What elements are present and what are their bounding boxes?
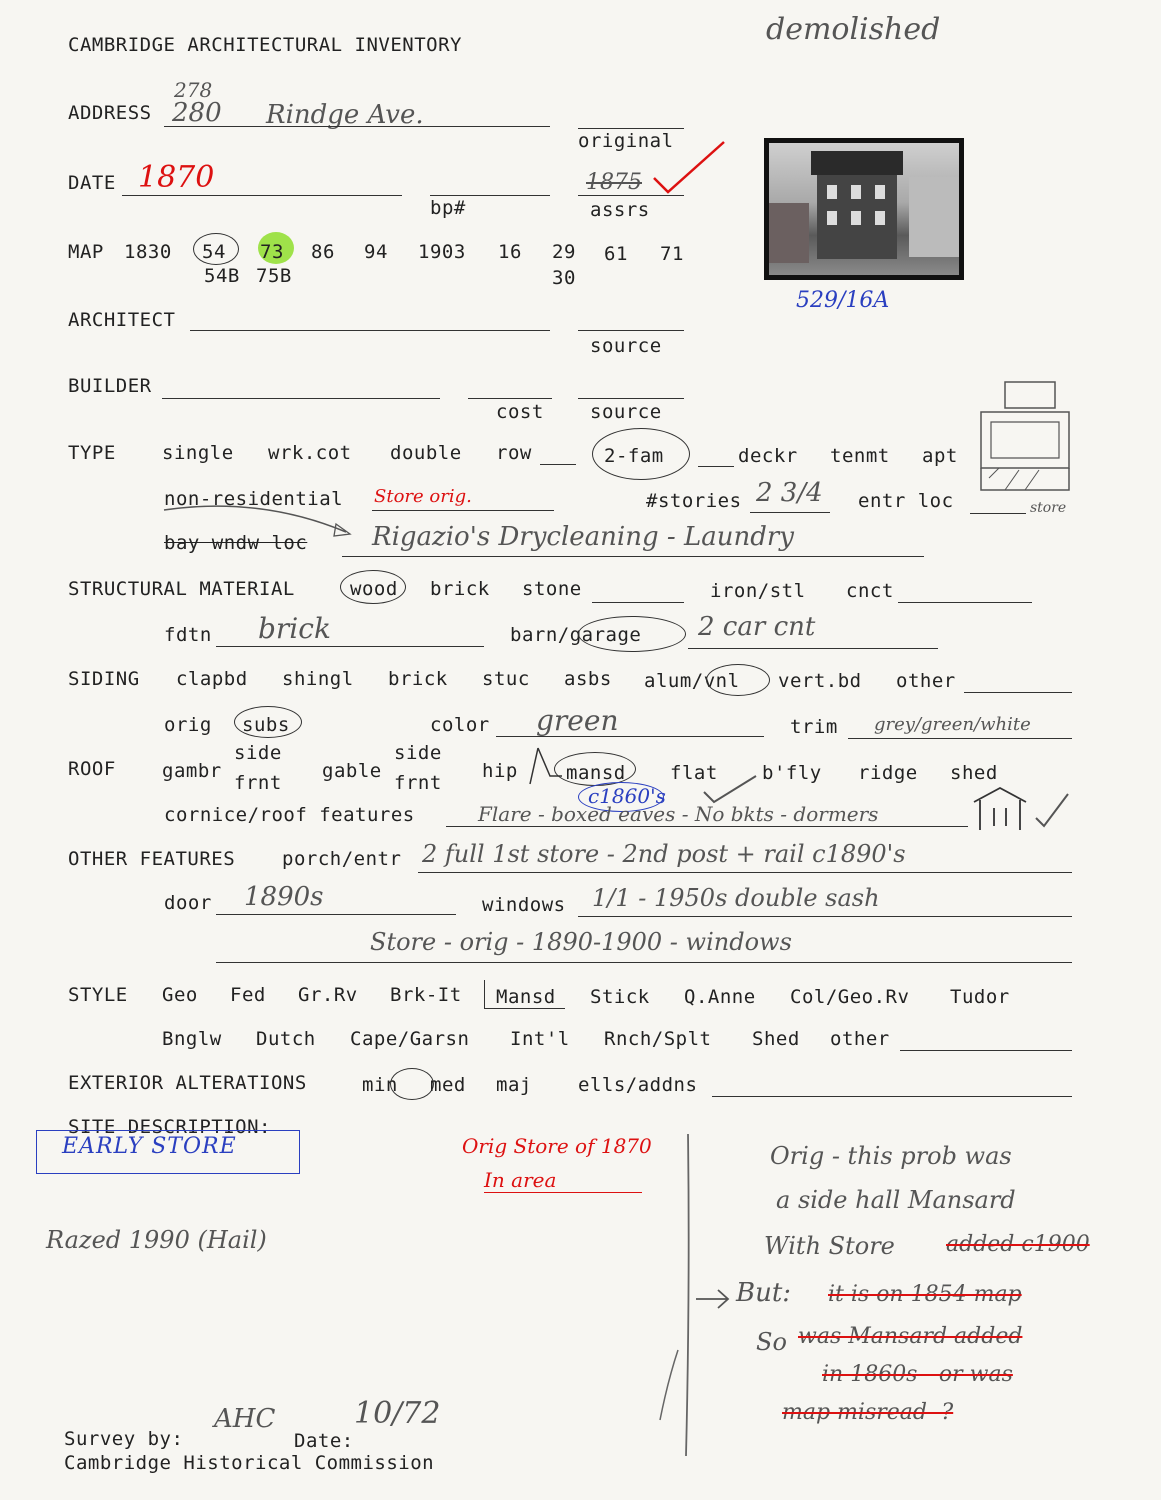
stories-label: #stories [646,490,742,512]
style-tudor: Tudor [950,986,1010,1008]
bp-line [430,195,550,196]
date-line [122,195,402,196]
structural-cnct: cnct [846,580,894,602]
door-line [216,914,456,915]
color-value: green [536,704,619,737]
style-fed: Fed [230,984,266,1006]
orig-store-note: Orig Store of 1870 [462,1134,652,1158]
roof-profile-icon [524,744,564,788]
cornice-line [446,826,968,827]
roof-hip: hip [482,760,518,782]
alteration-ells-addns: ells/addns [578,1074,698,1096]
builder-line [162,398,440,399]
checkmark-icon [650,138,730,198]
non-residential-line [372,510,554,511]
cost-label: cost [496,401,544,423]
survey-date-value: 10/72 [354,1396,441,1431]
garage-line [688,648,938,649]
orig-label: orig [164,714,212,736]
roof-sketch-icon [975,378,1075,494]
non-residential-value: Store orig. [374,486,472,507]
cornice-label: cornice/roof features [164,804,415,826]
roof-label: ROOF [68,758,116,780]
non-residential-label: non-residential [164,488,344,510]
type-deckr: deckr [738,445,798,467]
style-stick: Stick [590,986,650,1008]
map-year-61: 61 [604,243,628,265]
style-shed: Shed [752,1028,800,1050]
bay-window-label: bay wndw loc [164,532,308,554]
windows-extra: Store - orig - 1890-1900 - windows [370,928,792,956]
style-cape-garsn: Cape/Garsn [350,1028,470,1050]
structural-material-label: STRUCTURAL MATERIAL [68,578,295,600]
address-number: 280 [172,98,222,128]
siding-stuc: stuc [482,668,530,690]
dormer-sketch-icon [970,784,1072,834]
fdtn-label: fdtn [164,624,212,646]
roof-mansd: mansd [566,762,626,784]
type-2fam: 2-fam [604,445,664,467]
note-line-6-strike: in 1860s - or was [822,1362,1013,1387]
map-year-16: 16 [498,241,522,263]
builder-source-line [578,398,684,399]
razed-note: Razed 1990 (Hail) [46,1226,267,1254]
style-q-anne: Q.Anne [684,986,756,1008]
assrs-label: assrs [590,199,650,221]
style-rnch-splt: Rnch/Splt [604,1028,712,1050]
type-single: single [162,442,234,464]
windows-line [578,916,1072,917]
original-label: original [578,130,674,152]
map-year-94: 94 [364,241,388,263]
roof-gable: gable [322,760,382,782]
style-dutch: Dutch [256,1028,316,1050]
exterior-alterations-label: EXTERIOR ALTERATIONS [68,1072,307,1094]
roof-gambr: gambr [162,760,222,782]
type-apt: apt [922,445,958,467]
commission-label: Cambridge Historical Commission [64,1452,435,1474]
roof-ridge: ridge [858,762,918,784]
circle-vnl [706,664,770,696]
other-features-label: OTHER FEATURES [68,848,236,870]
site-description-label: SITE DESCRIPTION: [68,1116,271,1138]
siding-shingl: shingl [282,668,354,690]
bp-label: bp# [430,197,466,219]
trim-line [848,738,1072,739]
type-label: TYPE [68,442,116,464]
map-year-1903: 1903 [418,241,466,263]
builder-label: BUILDER [68,375,152,397]
builder-source-label: source [590,401,662,423]
note-line-1: Orig - this prob was [770,1142,1012,1170]
siding-brick: brick [388,668,448,690]
windows-label: windows [482,894,566,916]
roof-side-2: side [394,742,442,764]
note-line-3: With Store [764,1232,895,1260]
survey-by-label: Survey by: [64,1428,184,1450]
type-double: double [390,442,462,464]
barn-garage-label: barn/garage [510,624,642,646]
address-field-line [164,126,550,127]
street-name: Rindge Ave. [266,100,424,130]
door-value: 1890s [244,882,324,912]
original-line [578,128,684,129]
architect-source-line [578,330,684,331]
structural-brick: brick [430,578,490,600]
assrs-value: 1875 [586,170,642,195]
in-area-note: In area [484,1168,557,1192]
windows-value: 1/1 - 1950s double sash [592,884,880,912]
circle-2fam [592,428,690,480]
entr-loc-label: entr loc [858,490,954,512]
style-brk-it: Brk-It [390,984,462,1006]
siding-label: SIDING [68,668,140,690]
stories-line [750,512,830,513]
fdtn-value: brick [258,612,331,645]
note-line-4: But: [736,1278,792,1308]
roof-flat: flat [670,762,718,784]
siding-asbs: asbs [564,668,612,690]
architect-label: ARCHITECT [68,309,176,331]
siding-clapbd: clapbd [176,668,248,690]
roof-frnt-1: frnt [234,772,282,794]
style-mansd: Mansd [496,986,556,1008]
structural-iron-stl: iron/stl [710,580,806,602]
roof-side-1: side [234,742,282,764]
door-label: door [164,892,212,914]
site-description-value: EARLY STORE [62,1134,237,1159]
map-year-86: 86 [311,241,335,263]
map-sub-75b: 75B [256,265,292,287]
date-value: 1870 [138,160,215,195]
mansd-mark [484,980,565,1009]
type-tenmt: tenmt [830,445,890,467]
windows-extra-line [216,962,1072,963]
2fam-line [698,466,734,467]
siding-other-line [964,692,1072,693]
trim-value: grey/green/white [874,714,1031,735]
map-year-73: 73 [260,241,284,263]
circle-mansd [554,752,636,786]
style-geo: Geo [162,984,198,1006]
demolished-note: demolished [766,12,941,47]
color-line [496,736,764,737]
note-line-4-strike: it is on 1854 map [828,1282,1022,1307]
roof-note: c1860's [588,784,666,808]
entr-loc-value: store [1030,500,1067,516]
color-label: color [430,714,490,736]
map-label: MAP [68,241,104,263]
date-label: DATE [68,172,116,194]
alteration-maj: maj [496,1074,532,1096]
structural-wood: wood [350,578,398,600]
entr-loc-line [970,513,1026,514]
orig-subs: subs [242,714,290,736]
siding-alum-vnl: alum/vnl [644,670,740,692]
architect-line [190,330,550,331]
porch-entr-value: 2 full 1st store - 2nd post + rail c1890's [422,840,906,868]
structural-stone: stone [522,578,582,600]
note-line-2: a side hall Mansard [776,1186,1016,1214]
map-year-71: 71 [660,243,684,265]
survey-date-label: Date: [294,1430,354,1452]
style-intl: Int'l [510,1028,570,1050]
roof-bfly: b'fly [762,762,822,784]
map-sub-54b: 54B [204,265,240,287]
bay-window-value: Rigazio's Drycleaning - Laundry [372,522,794,552]
note-line-7-strike: map misread -? [782,1400,954,1425]
row-line [540,464,576,465]
porch-entr-line [418,872,1072,873]
porch-entr-label: porch/entr [282,848,402,870]
stories-value: 2 3/4 [756,478,823,508]
map-year-54: 54 [202,241,226,263]
roof-frnt-2: frnt [394,772,442,794]
alteration-med: med [430,1074,466,1096]
circle-wood [340,570,406,604]
ells-addns-line [712,1096,1072,1097]
type-wrkcot: wrk.cot [268,442,352,464]
checkmark-icon [700,772,760,806]
note-line-5-strike: was Mansard added [798,1324,1023,1349]
map-year-29: 29 [552,241,576,263]
circle-54 [193,233,239,265]
type-row: row [496,442,532,464]
style-gr-rv: Gr.Rv [298,984,358,1006]
roof-shed: shed [950,762,998,784]
arrow-right-icon [694,1286,734,1312]
form-title: CAMBRIDGE ARCHITECTURAL INVENTORY [68,34,462,56]
fdtn-line [216,646,484,647]
bay-window-line [342,556,924,557]
style-bnglw: Bnglw [162,1028,222,1050]
architect-source-label: source [590,335,662,357]
circle-subs [234,706,302,738]
siding-other: other [896,670,956,692]
note-line-3-strike: added c1900 [946,1232,1090,1257]
circle-garage [578,616,686,652]
note-line-5: So [756,1328,787,1356]
garage-value: 2 car cnt [698,612,816,642]
map-sub-30: 30 [552,267,576,289]
photo-reference: 529/16A [796,288,890,313]
siding-vert-bd: vert.bd [778,670,862,692]
address-number-top: 278 [174,78,213,102]
building-photo [764,138,964,280]
alteration-min: min [362,1074,398,1096]
circle-min-med [390,1068,434,1100]
style-other-line [900,1050,1072,1051]
cost-line [468,398,552,399]
style-col-geo-rv: Col/Geo.Rv [790,986,910,1008]
address-label: ADDRESS [68,102,152,124]
in-area-underline [484,1192,642,1193]
style-label: STYLE [68,984,128,1006]
map-year-1830: 1830 [124,241,172,263]
surveyor-initials: AHC [214,1404,276,1434]
trim-label: trim [790,716,838,738]
cnct-line [898,602,1032,603]
style-other: other [830,1028,890,1050]
stone-line [592,602,684,603]
cornice-value: Flare - boxed eaves - No bkts - dormers [478,802,879,826]
